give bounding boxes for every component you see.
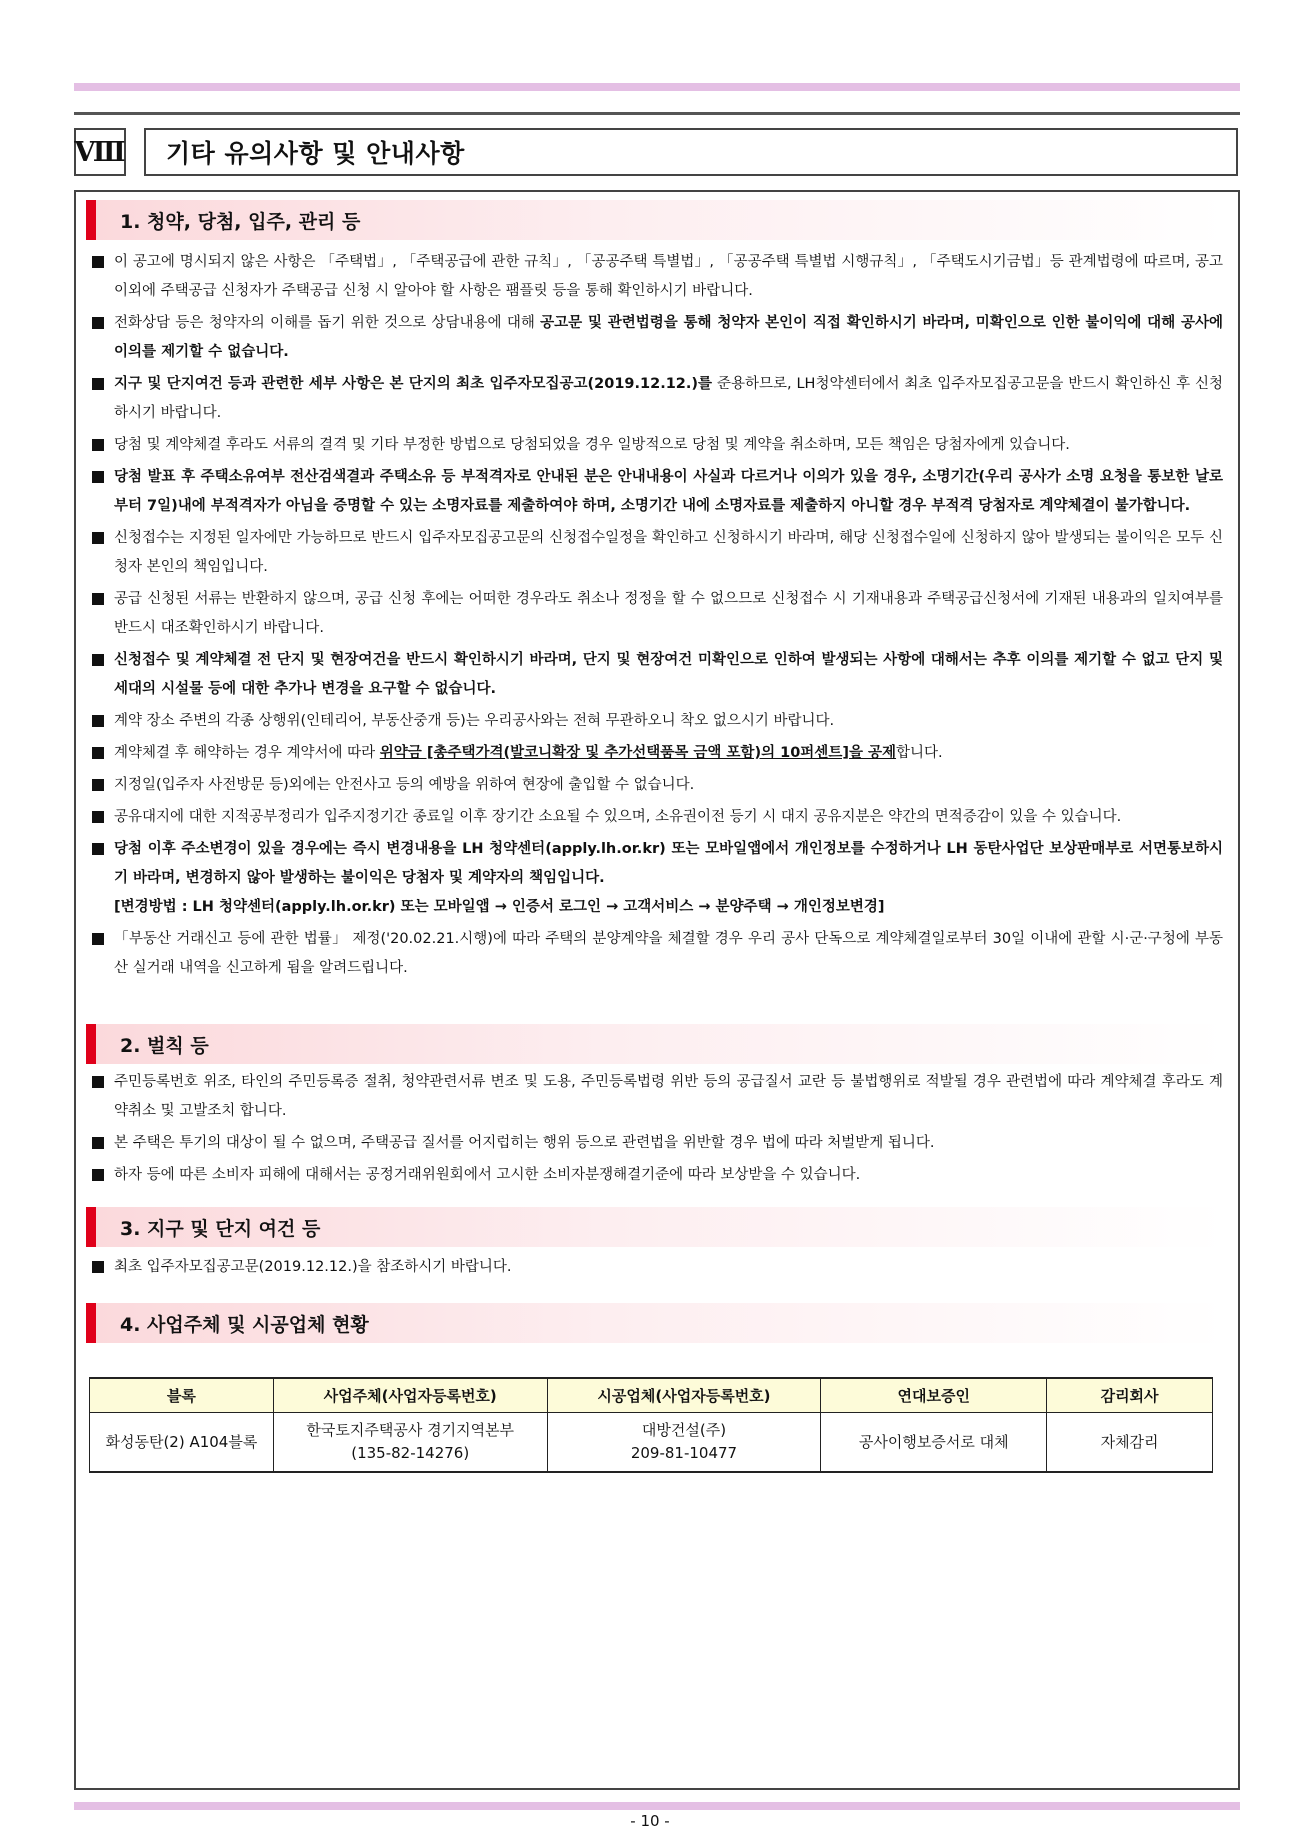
table-header-cell: 사업주체(사업자등록번호) [273,1378,547,1413]
notice-text: 「부동산 거래신고 등에 관한 법률」 제정('20.02.21.시행)에 따라 주택의 분양계약을 체결할 경우 우리 공사 단독으로 계약체결일로부터 30일 이내에 관할 시·군·구청에 부동산 실거래 내역을 신고하게 됨을 알려드립니다. [114,931,1223,976]
notice-item [90,1253,1223,1282]
developer-reg-number: (135-82-14276) [351,1444,470,1462]
section-1-body [90,248,1223,986]
notice-text-bold: 공고문 및 관련법령을 통해 청약자 본인이 직접 확인하시기 바라며, 미확인으로 인한 불이익에 대해 공사에 이의를 제기할 수 없습니다. [114,315,1223,360]
notice-item [90,739,1223,768]
block-cell: 화성동탄(2) A104블록 [90,1413,274,1473]
square-bullet-icon [92,933,104,945]
notice-text: 최초 입주자모집공고문(2019.12.12.)을 참조하시기 바랍니다. [114,1259,512,1275]
notice-item [90,1068,1223,1126]
notice-item [90,248,1223,306]
notice-item [90,524,1223,582]
square-bullet-icon [92,843,104,855]
square-bullet-icon [92,654,104,666]
table-header-row [90,1378,1213,1413]
notice-item [90,463,1223,521]
square-bullet-icon [92,439,104,451]
notice-text: 전화상담 등은 청약자의 이해를 돕기 위한 것으로 상담내용에 대해 [114,315,541,331]
square-bullet-icon [92,593,104,605]
chapter-number: Ⅷ [74,128,126,176]
notice-text: 계약 장소 주변의 각종 상행위(인테리어, 부동산중개 등)는 우리공사와는 전혀 무관하오니 착오 없으시기 바랍니다. [114,713,835,729]
section-2-heading: 2. 벌칙 등 [86,1024,1226,1064]
section-4-heading: 4. 사업주체 및 시공업체 현황 [86,1303,1226,1343]
square-bullet-icon [92,1137,104,1149]
section-3-heading: 3. 지구 및 단지 여건 등 [86,1207,1226,1247]
notice-text: 공급 신청된 서류는 반환하지 않으며, 공급 신청 후에는 어떠한 경우라도 취소나 정정을 할 수 없으므로 신청접수 시 기재내용과 주택공급신청서에 기재된 내용과의 일치여부를 반드시 대조확인하시기 바랍니다. [114,591,1223,636]
notice-text-bold-underline: 위약금 [총주택가격(발코니확장 및 추가선택품목 금액 포함)의 10퍼센트]을 공제 [379,745,897,761]
developer-cell [273,1413,547,1473]
notice-item [90,309,1223,367]
notice-text-bold: 당첨 이후 주소변경이 있을 경우에는 즉시 변경내용을 LH 청약센터(apply.lh.or.kr) 또는 모바일앱에서 개인정보를 수정하거나 LH 동탄사업단 보상판매부로 서면통보하시기 바라며, 변경하지 않아 발생하는 불이익은 당첨자 및 계약자의 책임입니다. [114,841,1223,886]
notice-item [90,370,1223,428]
square-bullet-icon [92,1169,104,1181]
notice-item [90,925,1223,983]
builder-cell [547,1413,821,1473]
notice-text: 주민등록번호 위조, 타인의 주민등록증 절취, 청약관련서류 변조 및 도용, 주민등록법령 위반 등의 공급질서 교란 등 불법행위로 적발될 경우 관련법에 따라 계약체결 후라도 계약취소 및 고발조치 합니다. [114,1074,1223,1119]
notice-item [90,431,1223,460]
notice-text-bold: 신청접수 및 계약체결 전 단지 및 현장여건을 반드시 확인하시기 바라며, 단지 및 현장여건 미확인으로 인하여 발생되는 사항에 대해서는 추후 이의를 제기할 수 없고 단지 및 세대의 시설물 등에 대한 추가나 변경을 요구할 수 없습니다. [114,652,1223,697]
top-rule [74,112,1240,115]
notice-text-bold: 당첨 발표 후 주택소유여부 전산검색결과 주택소유 등 부적격자로 안내된 분은 안내내용이 사실과 다르거나 이의가 있을 경우, 소명기간(우리 공사가 소명 요청을 통보한 날로부터 7일)내에 부적격자가 아님을 증명할 수 있는 소명자료를 제출하여야 하며, 소명기간 내에 소명자료를 제출하지 아니할 경우 부적격 당첨자로 계약체결이 불가합니다. [114,469,1223,514]
notice-text: 공유대지에 대한 지적공부정리가 입주지정기간 종료일 이후 장기간 소요될 수 있으며, 소유권이전 등기 시 대지 공유지분은 약간의 면적증감이 있을 수 있습니다. [114,809,1122,825]
change-method-text: [변경방법 : LH 청약센터(apply.lh.or.kr) 또는 모바일앱 → 인증서 로그인 → 고객서비스 → 분양주택 → 개인정보변경] [114,899,885,915]
table-header-cell: 블록 [90,1378,274,1413]
square-bullet-icon [92,256,104,268]
chapter-title: 기타 유의사항 및 안내사항 [144,128,1238,176]
section-3-body [90,1253,1223,1285]
square-bullet-icon [92,532,104,544]
section-1-heading: 1. 청약, 당첨, 입주, 관리 등 [86,200,1226,240]
notice-item [90,707,1223,736]
builder-name: 대방건설(주) [641,1421,727,1439]
square-bullet-icon [92,317,104,329]
notice-item [90,835,1223,922]
notice-text: 준용하므로, LH청약센터에서 최초 입주자모집공고문을 반드시 확인하신 후 신청하시기 바랍니다. [114,376,1224,421]
square-bullet-icon [92,811,104,823]
notice-item [90,1129,1223,1158]
table-header-cell: 연대보증인 [821,1378,1047,1413]
notice-text: 당첨 및 계약체결 후라도 서류의 결격 및 기타 부정한 방법으로 당첨되었을 경우 일방적으로 당첨 및 계약을 취소하며, 모든 책임은 당첨자에게 있습니다. [114,437,1070,453]
developer-name: 한국토지주택공사 경기지역본부 [306,1421,515,1439]
notice-text: 신청접수는 지정된 일자에만 가능하므로 반드시 입주자모집공고문의 신청접수일정을 확인하고 신청하시기 바라며, 해당 신청접수일에 신청하지 않아 발생되는 불이익은 모두 신청자 본인의 책임입니다. [114,530,1223,575]
top-decorative-bar [74,83,1240,91]
page-number: - 10 - [630,1812,670,1830]
table-header-cell: 감리회사 [1047,1378,1213,1413]
notice-item [90,585,1223,643]
square-bullet-icon [92,1261,104,1273]
square-bullet-icon [92,1076,104,1088]
notice-text-bold: 지구 및 단지여건 등과 관련한 세부 사항은 본 단지의 최초 입주자모집공고(2019.12.12.)를 [114,376,713,392]
notice-item [90,771,1223,800]
notice-item [90,803,1223,832]
notice-item [90,1161,1223,1190]
square-bullet-icon [92,779,104,791]
notice-text: 지정일(입주자 사전방문 등)외에는 안전사고 등의 예방을 위하여 현장에 출입할 수 없습니다. [114,777,695,793]
section-2-body [90,1068,1223,1193]
builder-reg-number: 209-81-10477 [630,1444,738,1462]
table-row [90,1413,1213,1473]
company-table [89,1377,1213,1473]
notice-text: 하자 등에 따른 소비자 피해에 대해서는 공정거래위원회에서 고시한 소비자분쟁해결기준에 따라 보상받을 수 있습니다. [114,1167,861,1183]
supervisor-cell: 자체감리 [1047,1413,1213,1473]
square-bullet-icon [92,747,104,759]
notice-text: 계약체결 후 해약하는 경우 계약서에 따라 [114,745,380,761]
notice-text: 합니다. [896,745,943,761]
square-bullet-icon [92,378,104,390]
notice-text: 본 주택은 투기의 대상이 될 수 없으며, 주택공급 질서를 어지럽히는 행위 등으로 관련법을 위반할 경우 법에 따라 처벌받게 됩니다. [114,1135,935,1151]
table-header-cell: 시공업체(사업자등록번호) [547,1378,821,1413]
guarantor-cell: 공사이행보증서로 대체 [821,1413,1047,1473]
notice-text: 이 공고에 명시되지 않은 사항은 「주택법」, 「주택공급에 관한 규칙」, 「공공주택 특별법」, 「공공주택 특별법 시행규칙」, 「주택도시기금법」등 관계법령에 따르며, 공고 이외에 주택공급 신청자가 주택공급 신청 시 알아야 할 사항은 팸플릿 등을 통해 확인하시기 바랍니다. [114,254,1223,299]
square-bullet-icon [92,715,104,727]
bottom-decorative-bar [74,1802,1240,1810]
notice-item [90,646,1223,704]
square-bullet-icon [92,471,104,483]
